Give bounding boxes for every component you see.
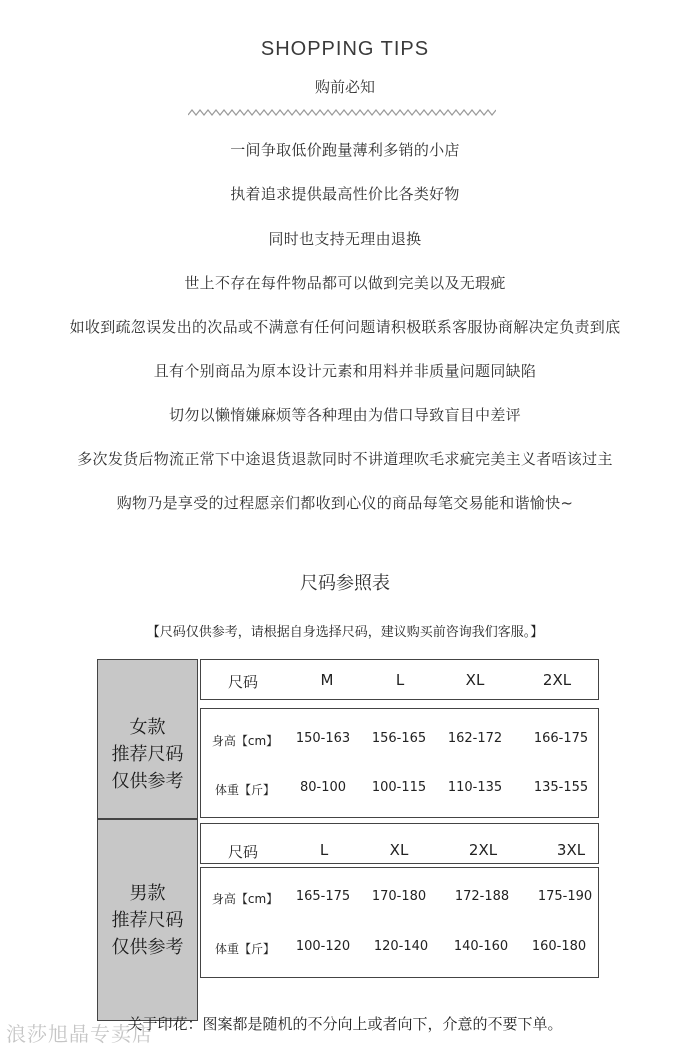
value-cell: 156-165: [371, 731, 427, 746]
size-cell: 2XL: [468, 841, 498, 859]
value-cell: 170-180: [371, 889, 427, 904]
value-cell: 110-135: [447, 780, 503, 795]
row-label: 体重【斤】: [214, 942, 275, 956]
size-header-label: 尺码: [227, 843, 258, 861]
size-cell: 3XL: [556, 841, 586, 859]
value-cell: 120-140: [373, 939, 429, 954]
men-size-header: [200, 823, 599, 864]
men-label-panel: [97, 862, 198, 978]
size-header-label: 尺码: [227, 673, 258, 691]
panel-divider: [97, 818, 198, 820]
size-cell: XL: [465, 671, 485, 689]
value-cell: 135-155: [533, 780, 589, 795]
value-cell: 100-115: [371, 780, 427, 795]
wave-divider: [188, 106, 496, 120]
row-label: 身高【cm】: [211, 734, 279, 748]
value-cell: 100-120: [295, 939, 351, 954]
tip-line: 如收到疏忽误发出的次品或不满意有任何问题请积极联系客服协商解决定负责到底: [69, 318, 621, 336]
value-cell: 160-180: [531, 939, 587, 954]
men-size-values: [200, 867, 599, 978]
size-cell: XL: [389, 841, 409, 859]
page-title: SHOPPING TIPS: [260, 38, 430, 60]
women-size-header: [200, 659, 599, 700]
men-label: 男款 推荐尺码 仅供参考: [111, 882, 184, 958]
value-cell: 80-100: [299, 780, 347, 795]
value-cell: 162-172: [447, 731, 503, 746]
size-chart-note: 【尺码仅供参考，请根据自身选择尺码，建议购买前咨询我们客服。】: [146, 625, 544, 640]
row-label: 身高【cm】: [211, 892, 279, 906]
row-label: 体重【斤】: [214, 783, 275, 797]
value-cell: 166-175: [533, 731, 589, 746]
store-watermark: 浪莎旭晶专卖店: [6, 1022, 153, 1046]
tip-line: 执着追求提供最高性价比各类好物: [230, 185, 460, 203]
tip-line: 世上不存在每件物品都可以做到完美以及无瑕疵: [184, 274, 506, 292]
tip-line: 多次发货后物流正常下中途退货退款同时不讲道理吹毛求疵完美主义者唔该过主: [77, 450, 613, 468]
tip-line: 一间争取低价跑量薄利多销的小店: [230, 141, 460, 159]
value-cell: 165-175: [295, 889, 351, 904]
print-notice: 关于印花：图案都是随机的不分向上或者向下，介意的不要下单。: [127, 1015, 563, 1033]
women-label: 女款 推荐尺码 仅供参考: [111, 717, 184, 792]
tip-line: 切勿以懒惰嫌麻烦等各种理由为借口导致盲目中差评: [169, 406, 521, 424]
size-cell: 2XL: [542, 671, 572, 689]
size-chart-title: 尺码参照表: [300, 573, 390, 594]
value-cell: 150-163: [295, 731, 351, 746]
value-cell: 140-160: [453, 939, 509, 954]
size-cell: L: [319, 841, 329, 859]
value-cell: 175-190: [537, 889, 593, 904]
tip-line: 同时也支持无理由退换: [268, 230, 422, 248]
value-cell: 172-188: [454, 889, 510, 904]
women-size-values: [200, 708, 599, 818]
size-cell: L: [395, 671, 405, 689]
tip-line: 且有个别商品为原本设计元素和用料并非质量问题同缺陷: [153, 362, 537, 380]
page-subtitle: 购前必知: [314, 78, 375, 96]
size-cell: M: [320, 671, 334, 689]
tip-line: 购物乃是享受的过程愿亲们都收到心仪的商品每笔交易能和谐愉快~: [116, 494, 574, 512]
